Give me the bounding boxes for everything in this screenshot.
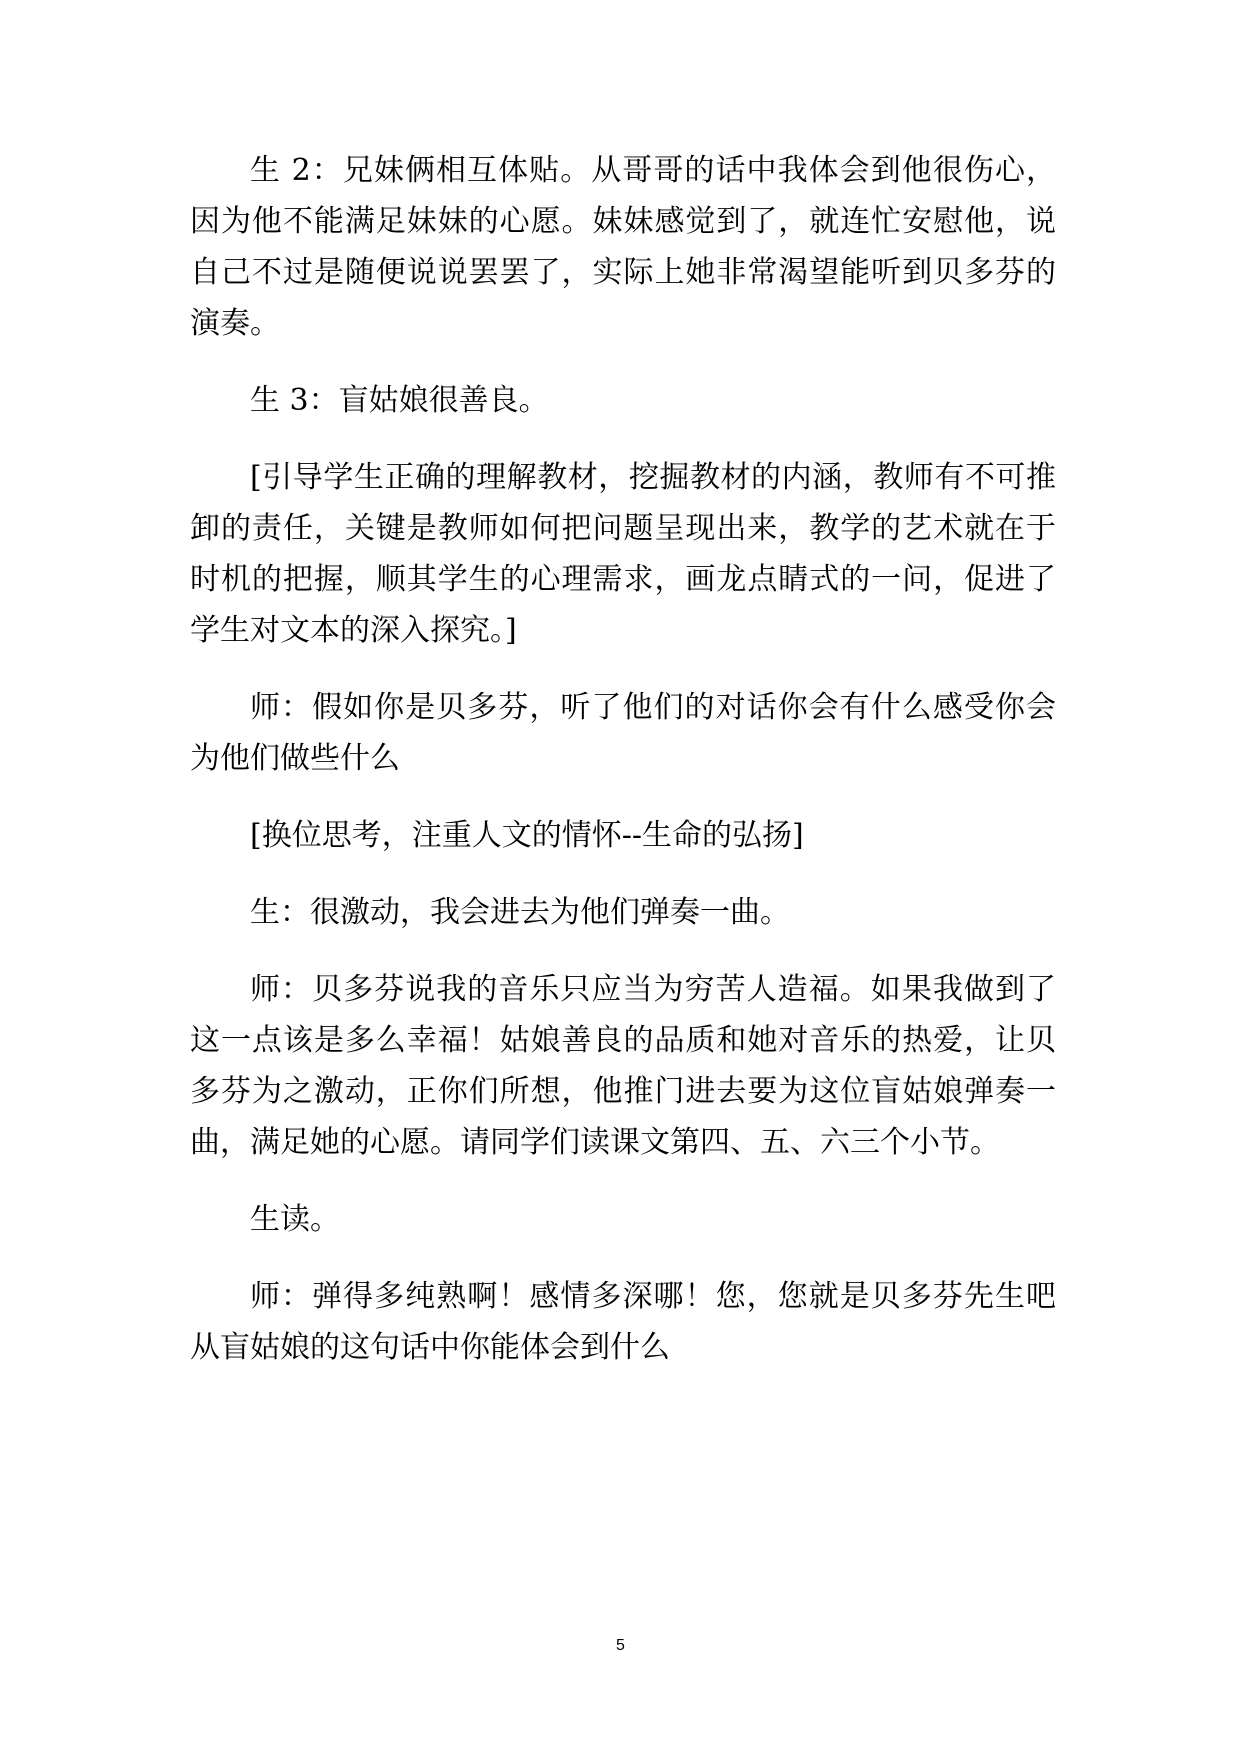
paragraph-student2-answer: 生 2：兄妹俩相互体贴。从哥哥的话中我体会到他很伤心，因为他不能满足妹妹的心愿。妹妹感觉到了，就连忙安慰他，说自己不过是随便说说罢罢了，实际上她非常渴望能听到贝多芬的演奏。	[190, 153, 1056, 341]
paragraph-teacher-explanation: 师：贝多芬说我的音乐只应当为穷苦人造福。如果我做到了这一点该是多么幸福！姑娘善良的品质和她对音乐的热爱，让贝多芬为之激动，正你们所想，他推门进去要为这位盲姑娘弹奏一曲，满足她的心愿。请同学们读课文第四、五、六三个小节。	[190, 972, 1056, 1160]
body-text	[190, 145, 1056, 1399]
paragraph-teacher-question: 师：假如你是贝多芬，听了他们的对话你会有什么感受你会为他们做些什么	[190, 690, 1056, 776]
page-number: 5	[616, 1637, 625, 1654]
paragraph-teacher-quote: 师：弹得多纯熟啊！感情多深哪！您，您就是贝多芬先生吧从盲姑娘的这句话中你能体会到什么	[190, 1279, 1056, 1365]
paragraph-student3-answer: 生 3：盲姑娘很善良。	[250, 383, 549, 418]
paragraph-commentary-perspective: [换位思考，注重人文的情怀--生命的弘扬]	[250, 818, 804, 853]
paragraph-student-answer: 生：很激动，我会进去为他们弹奏一曲。	[250, 895, 790, 930]
paragraph-students-read: 生读。	[250, 1202, 340, 1237]
paragraph-commentary-guidance: [引导学生正确的理解教材，挖掘教材的内涵，教师有不可推卸的责任，关键是教师如何把问题呈现出来，教学的艺术就在于时机的把握，顺其学生的心理需求，画龙点睛式的一问，促进了学生对文本的深入探究。]	[190, 460, 1056, 648]
